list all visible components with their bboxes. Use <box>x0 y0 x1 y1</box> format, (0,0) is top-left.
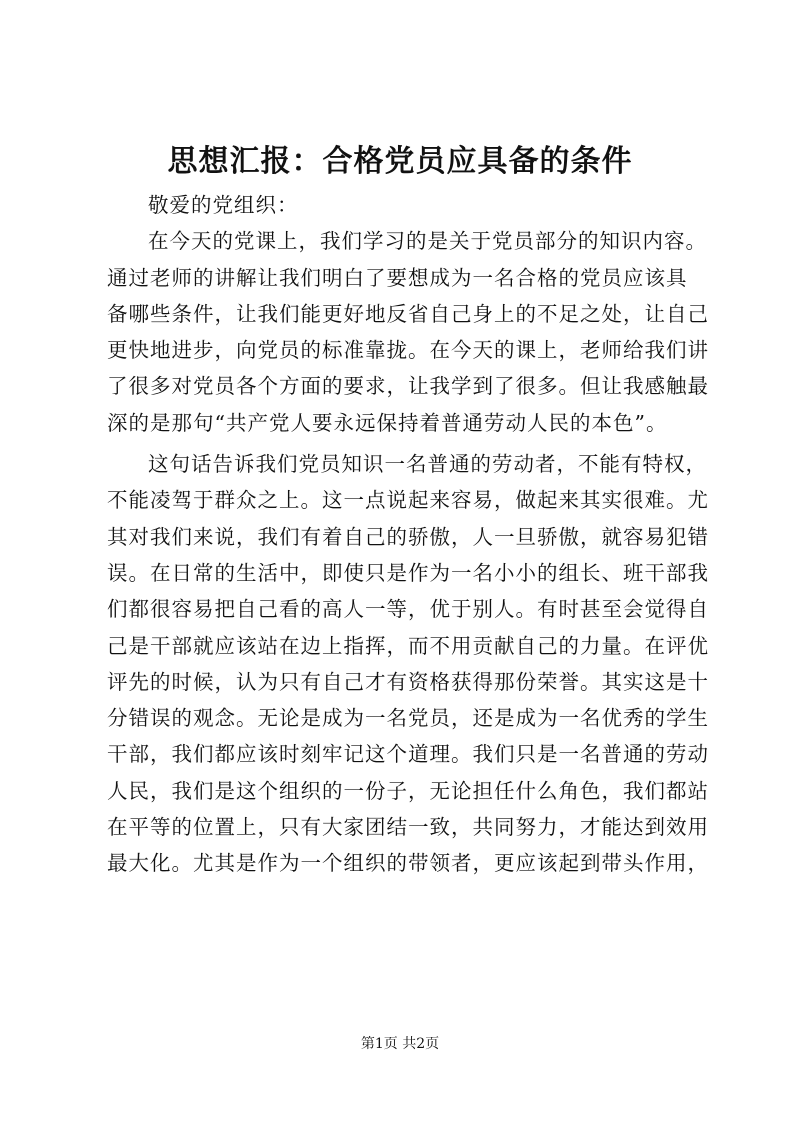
paragraph-line: 不能凌驾于群众之上。这一点说起来容易，做起来其实很难。尤 <box>107 488 709 513</box>
paragraph-line: 评先的时候，认为只有自己才有资格获得那份荣誉。其实这是十 <box>107 669 709 694</box>
paragraph-line: 了很多对党员各个方面的要求，让我学到了很多。但让我感触最 <box>107 374 709 399</box>
document-body <box>107 187 709 882</box>
paragraph-line: 更快地进步，向党员的标准靠拢。在今天的课上，老师给我们讲 <box>107 338 709 363</box>
paragraph-line: 己是干部就应该站在边上指挥，而不用贡献自己的力量。在评优 <box>107 633 709 658</box>
paragraph-line: 通过老师的讲解让我们明白了要想成为一名合格的党员应该具 <box>107 265 688 290</box>
paragraph-line: 在今天的党课上，我们学习的是关于党员部分的知识内容。 <box>148 229 707 254</box>
paragraph-line: 深的是那句“共产党人要永远保持着普通劳动人民的本色”。 <box>107 410 668 435</box>
paragraph-line: 最大化。尤其是作为一个组织的带领者，更应该起到带头作用， <box>107 851 709 876</box>
page-number: 第1页 共2页 <box>360 1036 440 1052</box>
paragraph-line: 其对我们来说，我们有着自己的骄傲，人一旦骄傲，就容易犯错 <box>107 524 709 549</box>
paragraph-line: 们都很容易把自己看的高人一等，优于别人。有时甚至会觉得自 <box>107 597 709 622</box>
paragraph-line: 干部，我们都应该时刻牢记这个道理。我们只是一名普通的劳动 <box>107 742 709 767</box>
paragraph-line: 人民，我们是这个组织的一份子，无论担任什么角色，我们都站 <box>107 778 709 803</box>
paragraph-line: 误。在日常的生活中，即使只是作为一名小小的组长、班干部我 <box>107 560 709 585</box>
paragraph-line: 备哪些条件，让我们能更好地反省自己身上的不足之处，让自己 <box>107 301 709 326</box>
paragraph-line: 在平等的位置上，只有大家团结一致，共同努力，才能达到效用 <box>107 815 709 840</box>
paragraph-line: 这句话告诉我们党员知识一名普通的劳动者，不能有特权， <box>148 452 707 477</box>
salutation: 敬爱的党组织： <box>148 193 299 217</box>
paragraph-line: 分错误的观念。无论是成为一名党员，还是成为一名优秀的学生 <box>107 706 709 731</box>
paragraph-1 <box>107 223 709 441</box>
paragraph-2 <box>107 446 709 882</box>
document-title: 思想汇报：合格党员应具备的条件 <box>167 144 633 179</box>
